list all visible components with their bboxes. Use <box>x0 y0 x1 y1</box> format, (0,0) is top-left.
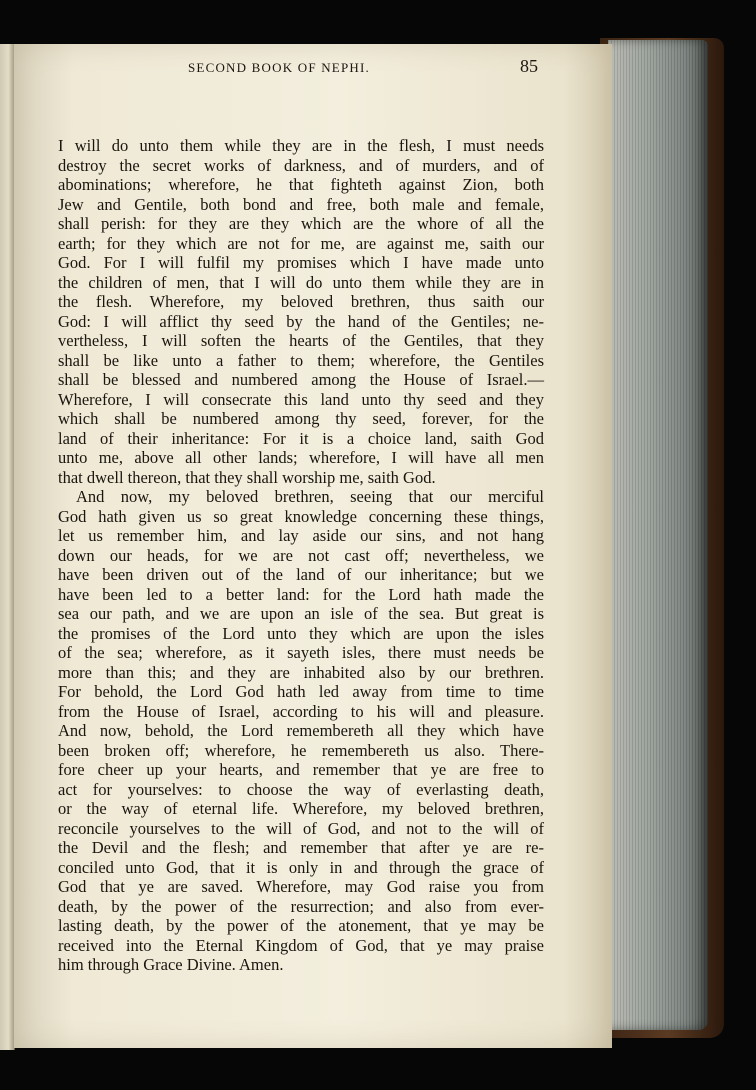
text-line: conciled unto God, that it is only in and through the grace of <box>58 857 544 877</box>
text-line: the flesh. Wherefore, my beloved brethren, thus saith our <box>58 292 544 311</box>
text-line: I will do unto them while they are in the flesh, I must needs <box>58 136 544 155</box>
left-page-edge <box>0 44 15 1050</box>
text-line: earth; for they which are not for me, are against me, saith our <box>58 233 544 253</box>
text-line: God. For I will fulfil my promises which I have made unto <box>58 253 544 272</box>
text-line: have been driven out of the land of our inheritance; but we <box>58 565 544 584</box>
text-line: or the way of eternal life. Wherefore, my beloved brethren, <box>58 799 544 818</box>
text-line: And now, behold, the Lord remembereth all they which have <box>58 721 544 740</box>
text-line: that dwell thereon, that they shall worship me, saith God. <box>58 467 436 487</box>
text-line: have been led to a better land: for the Lord hath made the <box>58 584 544 604</box>
text-line: fore cheer up your hearts, and remember that ye are free to <box>58 760 544 779</box>
text-line: been broken off; wherefore, he remembereth us also. There- <box>58 740 544 760</box>
page-number: 85 <box>520 56 538 76</box>
text-line: Jew and Gentile, both bond and free, both male and female, <box>58 194 544 214</box>
text-line: act for yourselves: to choose the way of everlasting death, <box>58 779 544 799</box>
text-line: which shall be numbered among thy seed, forever, for the <box>58 409 544 428</box>
text-line: God hath given us so great knowledge concerning these things, <box>58 506 544 526</box>
text-line: For behold, the Lord God hath led away from time to time <box>58 682 544 701</box>
text-line: God: I will afflict thy seed by the hand of the Gentiles; ne- <box>58 311 544 331</box>
text-line: from the House of Israel, according to his will and pleasure. <box>58 701 544 721</box>
text-line: the children of men, that I will do unto them while they are in <box>58 272 544 292</box>
text-line: more than this; and they are inhabited also by our brethren. <box>58 662 544 682</box>
text-line: Wherefore, I will consecrate this land unto thy seed and they <box>58 389 544 409</box>
text-line: lasting death, by the power of the atonement, that ye may be <box>58 916 544 935</box>
running-head: SECOND BOOK OF NEPHI. <box>188 60 370 75</box>
text-line: down our heads, for we are not cast off; nevertheless, we <box>58 545 544 565</box>
text-line: sea our path, and we are upon an isle of the sea. But great is <box>58 604 544 623</box>
body-text <box>58 136 544 975</box>
text-line: the Devil and the flesh; and remember that after ye are re- <box>58 838 544 857</box>
text-line: unto me, above all other lands; wherefore, I will have all men <box>58 448 544 467</box>
text-line: God that ye are saved. Wherefore, may God raise you from <box>58 877 544 896</box>
text-line: shall be blessed and numbered among the House of Israel.— <box>58 370 544 389</box>
text-line: abominations; wherefore, he that fighteth against Zion, both <box>58 175 544 194</box>
text-line: shall be like unto a father to them; wherefore, the Gentiles <box>58 350 544 370</box>
text-line: let us remember him, and lay aside our sins, and not hang <box>58 526 544 545</box>
text-line: reconcile yourselves to the will of God, and not to the will of <box>58 818 544 838</box>
text-line: received into the Eternal Kingdom of God, that ye may praise <box>58 935 544 955</box>
text-line: And now, my beloved brethren, seeing that our merciful <box>76 487 544 506</box>
page-edges <box>608 40 708 1030</box>
text-line: destroy the secret works of darkness, and of murders, and of <box>58 155 544 175</box>
text-line: of the sea; wherefore, as it sayeth isles, there must needs be <box>58 643 544 662</box>
text-line: land of their inheritance: For it is a choice land, saith God <box>58 428 544 448</box>
text-line: shall perish: for they are they which are the whore of all the <box>58 214 544 233</box>
text-line: him through Grace Divine. Amen. <box>58 955 284 974</box>
text-line: the promises of the Lord unto they which are upon the isles <box>58 623 544 643</box>
text-line: vertheless, I will soften the hearts of the Gentiles, that they <box>58 331 544 350</box>
text-line: death, by the power of the resurrection; and also from ever- <box>58 896 544 916</box>
